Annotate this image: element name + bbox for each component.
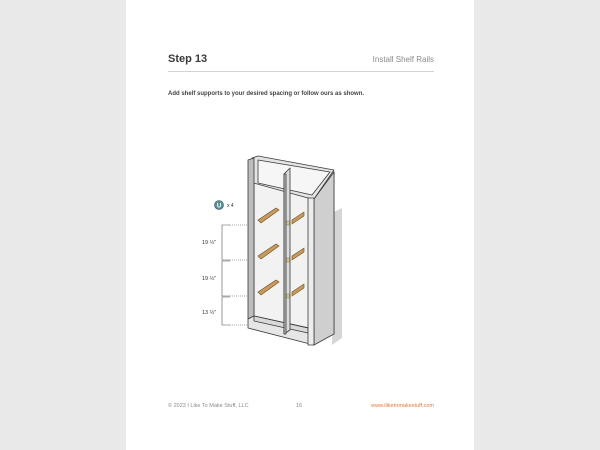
step-title: Step 13 bbox=[168, 53, 208, 65]
dimension-label-bottom: 13 ½" bbox=[202, 310, 217, 316]
website-link[interactable]: www.iliketomakestuff.com bbox=[371, 403, 434, 409]
page-number: 16 bbox=[296, 403, 303, 409]
dimension-label-middle: 19 ½" bbox=[202, 276, 217, 282]
copyright-text: © 2023 I Like To Make Stuff, LLC bbox=[168, 403, 249, 409]
manual-page bbox=[126, 0, 474, 450]
dimension-label-top: 19 ½" bbox=[202, 240, 217, 246]
cabinet-body bbox=[248, 156, 342, 345]
cabinet-illustration bbox=[192, 152, 362, 348]
instruction-text: Add shelf supports to your desired spacing or follow ours as shown. bbox=[168, 91, 365, 97]
part-badge-letter: U bbox=[216, 203, 222, 210]
header-divider bbox=[168, 71, 434, 72]
dimension-brackets bbox=[222, 225, 252, 325]
section-title: Install Shelf Rails bbox=[372, 55, 434, 64]
part-quantity: x 4 bbox=[227, 203, 234, 209]
